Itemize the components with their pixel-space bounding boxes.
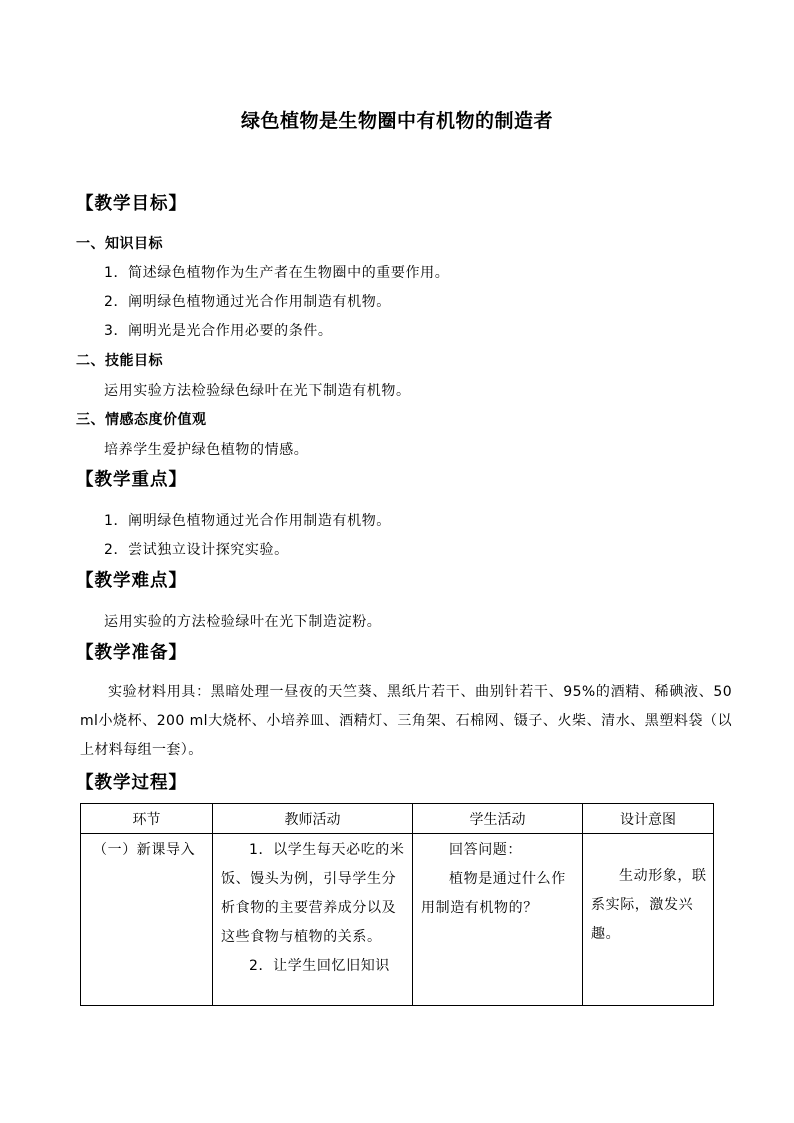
skill-objective-heading: 二、技能目标 [76,353,163,369]
knowledge-item-2: 2．阐明绿色植物通过光合作用制造有机物。 [104,294,391,310]
attitude-objective-text: 培养学生爱护绿色植物的情感。 [104,442,309,458]
difficult-points-text: 运用实验的方法检验绿叶在光下制造淀粉。 [104,614,382,630]
key-point-2: 2．尝试独立设计探究实验。 [104,542,289,558]
column-header-stage: 环节 [81,804,213,834]
skill-objective-text: 运用实验方法检验绿色绿叶在光下制造有机物。 [104,383,411,399]
knowledge-objective-heading: 一、知识目标 [76,236,163,252]
student-activity-2: 植物是通过什么作用制造有机物的？ [421,871,566,916]
objectives-heading: 【教学目标】 [76,194,187,214]
document-title: 绿色植物是生物圈中有机物的制造者 [240,110,553,132]
preparation-heading: 【教学准备】 [76,643,187,663]
design-intent-text: 生动形象，联系实际，激发兴趣。 [591,868,707,942]
knowledge-item-3: 3．阐明光是光合作用必要的条件。 [104,323,333,339]
teacher-activity-cell [213,834,413,1006]
design-intent-cell [583,834,714,1006]
preparation-text: 实验材料用具：黑暗处理一昼夜的天竺葵、黑纸片若干、曲别针若干、95%的酒精、稀碘液、50 ml小烧杯、200 ml大烧杯、小培养皿、酒精灯、三角架、石棉网、镊子、火柴、清水、黑塑料袋（以上材料每组一套）。 [80,684,732,758]
key-points-heading: 【教学重点】 [76,470,187,490]
stage-text: （一）新课导入 [93,842,196,858]
teacher-activity-2: 2．让学生回忆旧知识 [249,958,390,974]
column-header-teacher: 教师活动 [213,804,413,834]
attitude-objective-heading: 三、情感态度价值观 [76,412,207,428]
process-heading: 【教学过程】 [76,773,187,793]
column-header-student: 学生活动 [413,804,583,834]
key-point-1: 1．阐明绿色植物通过光合作用制造有机物。 [104,513,391,529]
knowledge-item-1: 1．简述绿色植物作为生产者在生物圈中的重要作用。 [104,265,450,281]
difficult-points-heading: 【教学难点】 [76,571,187,591]
stage-cell [81,834,213,1006]
teacher-activity-1: 1．以学生每天必吃的米饭、馒头为例，引导学生分析食物的主要营养成分以及这些食物与植物的关系。 [221,842,405,945]
student-activity-cell [413,834,583,1006]
table-row [81,834,714,1006]
table-header-row [81,804,714,834]
student-activity-1: 回答问题： [449,842,522,858]
column-header-intent: 设计意图 [583,804,714,834]
process-table [80,803,714,1006]
